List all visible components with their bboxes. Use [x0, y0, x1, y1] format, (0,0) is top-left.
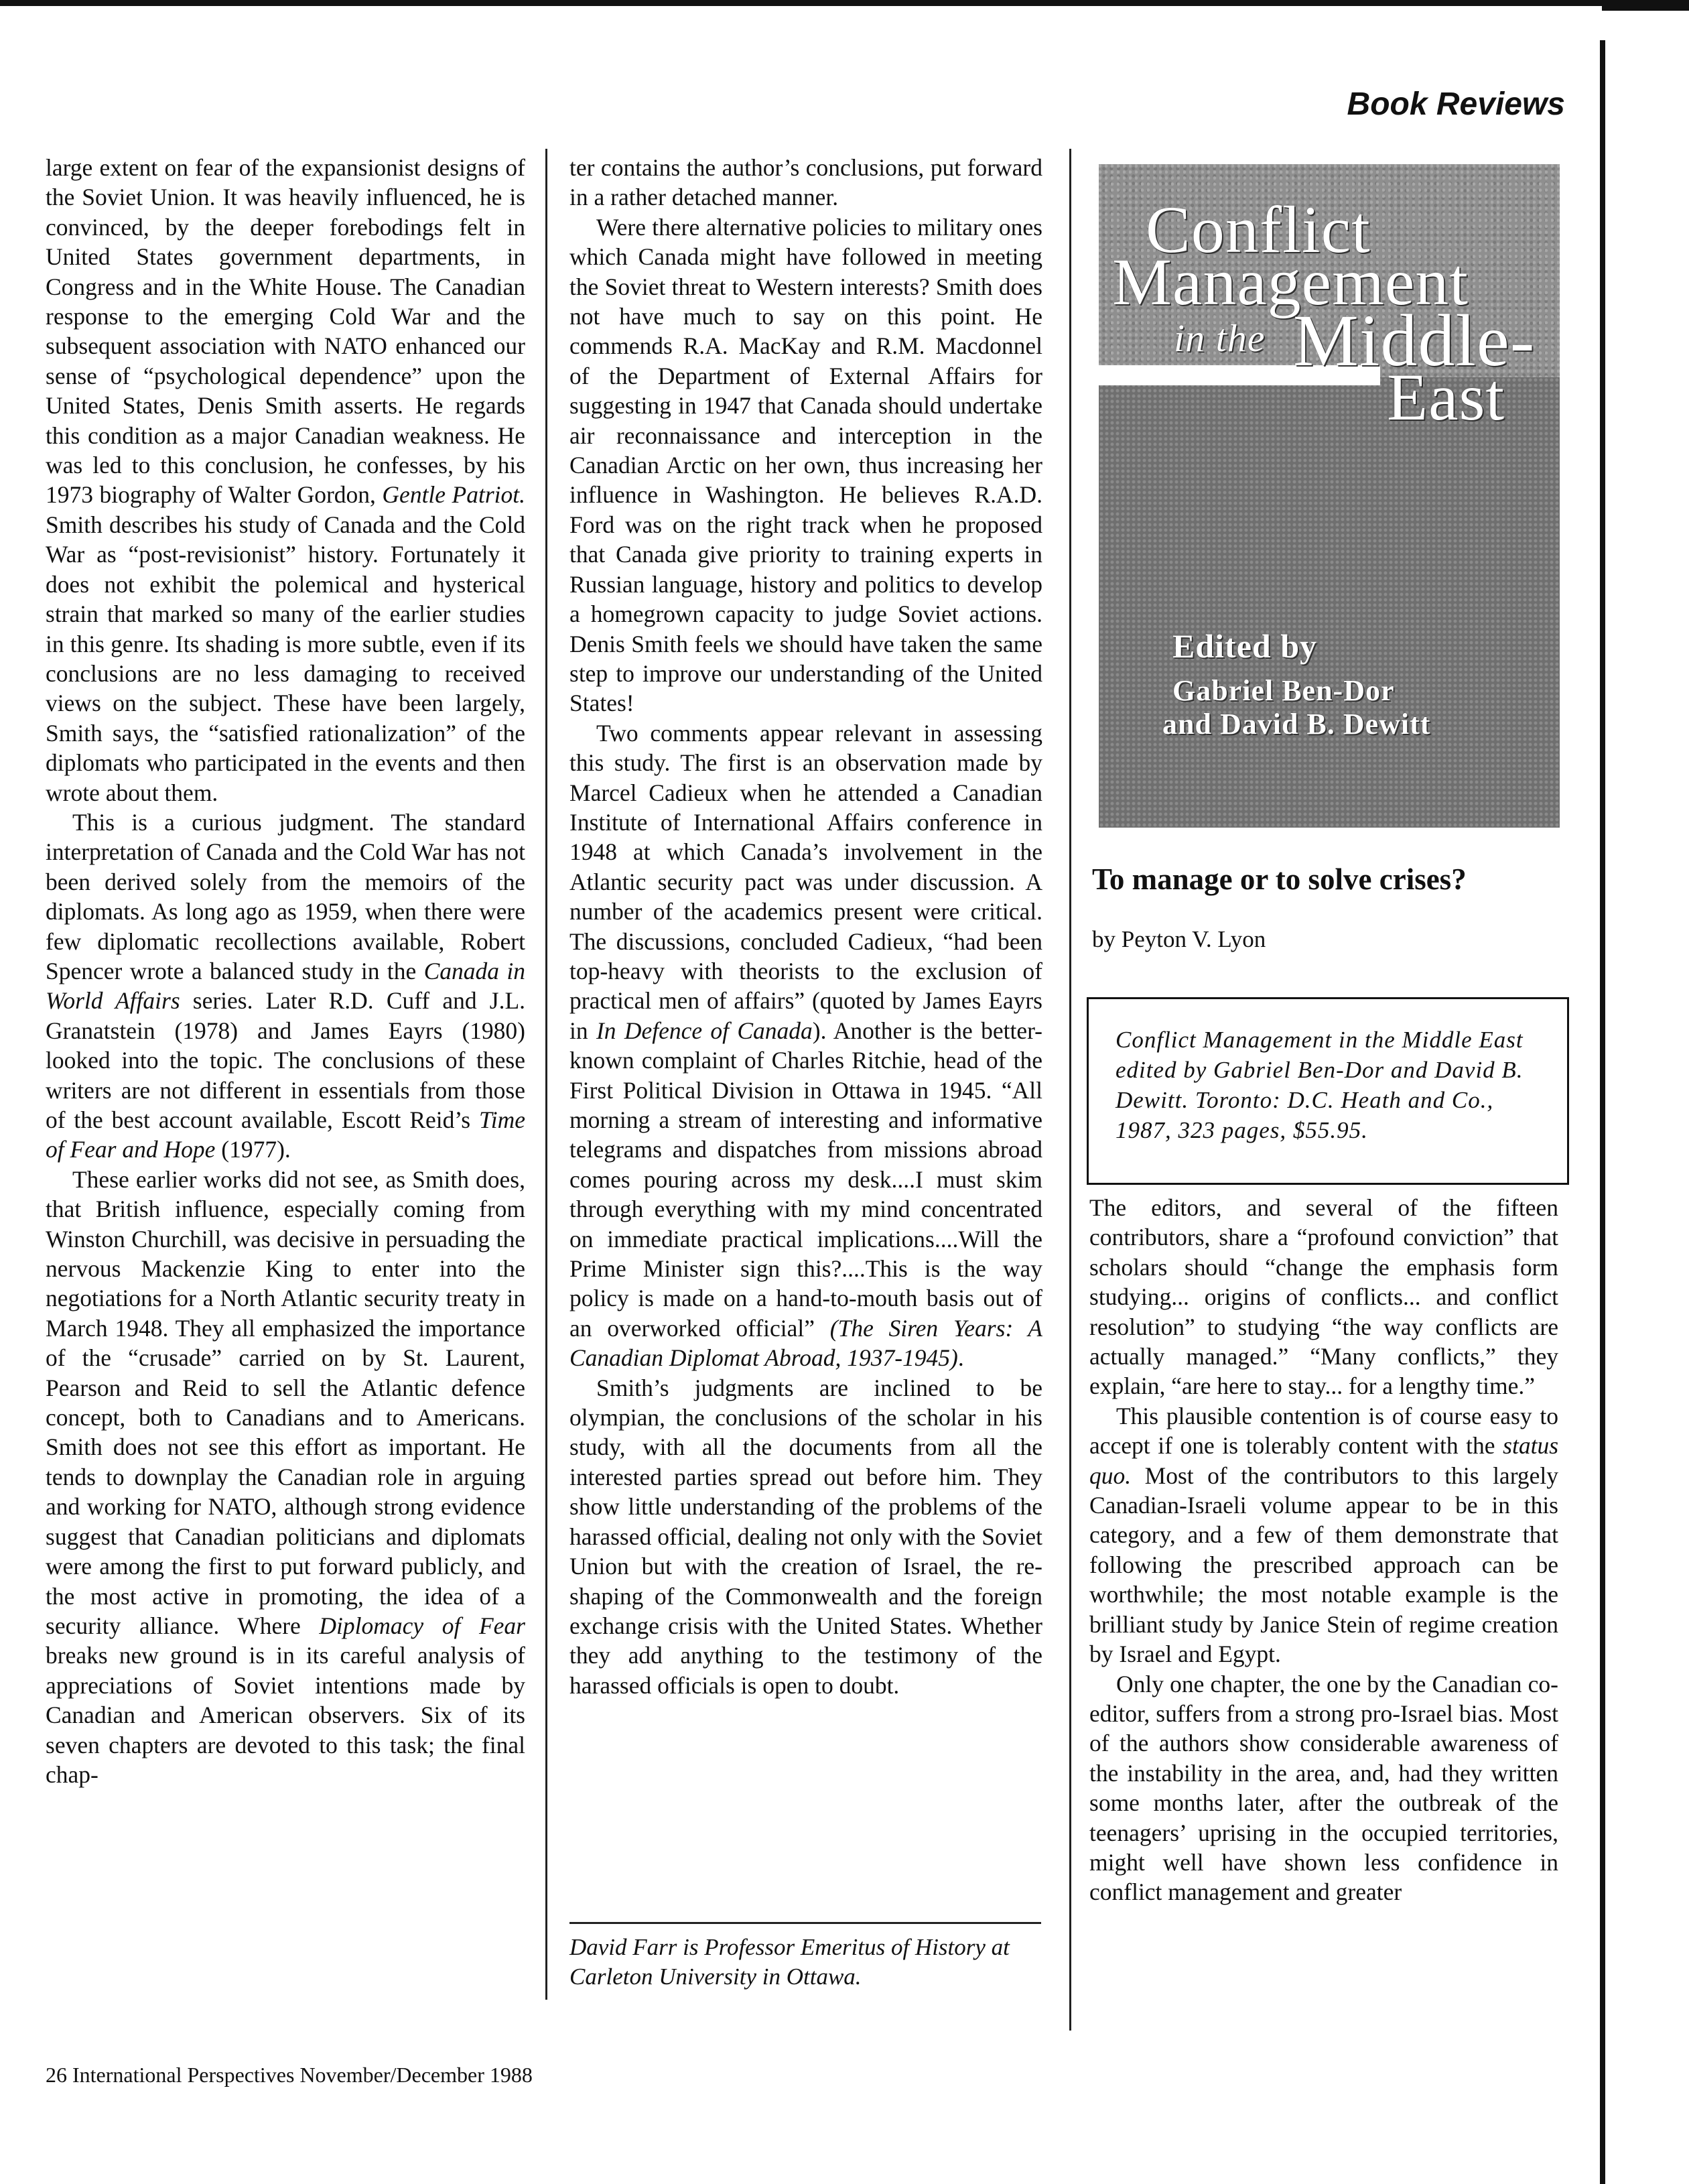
cover-panel [1099, 377, 1560, 828]
cover-title-line: Conflict [1146, 192, 1371, 267]
review-title: To manage or to solve crises? [1092, 862, 1467, 896]
paragraph: This is a curious judgment. The standard interpretation of Canada and the Cold War has not been derived solely from the memoirs of the diplomats. As long ago as 1959, when there were few diplomatic recollections available, Robert Spencer wrote a balanced study in the Canada in World Affairs series. Later R.D. Cuff and J.L. Granatstein (1978) and James Eayrs (1980) looked into the topic. The conclusions of these writers are not different in essentials from those of the best account available, Escott Reid’s Time of Fear and Hope (1977). [46, 808, 526, 1163]
paragraph: large extent on fear of the expansionist designs of the Soviet Union. It was heavily influenced, he is convinced, by the deeper forebodings felt in United States government departments, in Congress and in the White House. The Canadian response to the emerging Cold War and the subsequent association with NATO enhanced our sense of “psychological dependence” upon the United States, Denis Smith asserts. He regards this condition as a major Canadian weakness. He was led to this conclusion, he confesses, by his 1973 biography of Walter Gordon, Gentle Patriot. Smith describes his study of Canada and the Cold War as “post-revisionist” history. Fortunately it does not exhibit the polemical and hysterical strain that marked so many of the earlier studies in this genre. Its shading is more subtle, even if its conclusions are no less damaging to received views on the subject. These have been largely, Smith says, the “satisfied rationalization” of the diplomats who participated in the events and then wrote about them. [46, 154, 526, 806]
book-info: Conflict Management in the Middle East edited by Gabriel Ben-Dor and David B. Dewitt. Toronto: D.C. Heath and Co., 1987, 323 pages, $55.95. [1116, 1027, 1524, 1143]
top-rule [0, 0, 1689, 6]
page-edge-rule [1600, 40, 1605, 2184]
cover-title-line: Management [1112, 245, 1469, 319]
cover-title-line: East [1387, 360, 1505, 434]
page-footer: 26 International Perspectives November/December 1988 [46, 2063, 533, 2087]
paragraph: Two comments appear relevant in assessing this study. The first is an observation made by Marcel Cadieux when he attended a Canadian Institute of International Affairs conference in 1948 at which Canada’s involvement in the Atlantic security pact was under discussion. A number of the academics present were critical. The discussions, concluded Cadieux, “had been top-heavy with theorists to the exclusion of practical men of affairs” (quoted by James Eayrs in In Defence of Canada). Another is the better-known complaint of Charles Ritchie, head of the First Political Division in Ottawa in 1945. “All morning a stream of interesting and informative telegrams and dispatches from missions abroad comes pouring across my desk....I must skim through everything with my mind concentrated on immediate practical implications....Will the Prime Minister sign this?....This is the way policy is made on a hand-to-mouth basis out of an overworked official” (The Siren Years: A Canadian Diplomat Abroad, 1937-1945). [569, 719, 1043, 1372]
cover-title-line: in the [1174, 316, 1266, 360]
section-title: Book Reviews [1347, 86, 1565, 122]
cover-editor: and David B. Dewitt [1162, 708, 1431, 741]
paragraph: The editors, and several of the fifteen contributors, share a “profound conviction” that scholars should “change the emphasis form studying... origins of conflicts... and conflict resolution” to studying “the way conflicts are actually managed.” “Many conflicts,” they explain, “are here to stay... for a lengthy time.” [1089, 1194, 1558, 1400]
column-1 [46, 153, 525, 1789]
paragraph: Were there alternative policies to military ones which Canada might have followed in meeting the Soviet threat to Western interests? Smith does not have much to say on this point. He commends R.A. MacKay and R.M. Macdonnel of the Department of External Affairs for suggesting in 1947 that Canada should undertake air reconnaissance and interception in the Canadian Arctic on her own, thus increasing her influence in Washington. He believes R.A.D. Ford was on the right track when he proposed that Canada give priority to training experts in Russian language, history and politics to develop a homegrown capacity to judge Soviet actions. Denis Smith feels we should have taken the same step to improve our understanding of the United States! [569, 213, 1042, 717]
column-2 [569, 153, 1042, 1700]
paragraph: These earlier works did not see, as Smith does, that British influence, especially coming from Winston Churchill, was decisive in persuading the nervous Mackenzie King to enter into the negotiations for a North Atlantic security treaty in March 1948. They all emphasized the importance of the “crusade” carried on by St. Laurent, Pearson and Reid to sell the Atlantic defence concept, both to Canadians and to Americans. Smith does not see this effort as important. He tends to downplay the Canadian role in arguing and working for NATO, although strong evidence suggest that Canadian politicians and diplomats were among the first to put forward publicly, and the most active in promoting, the idea of a security alliance. Where Diplomacy of Fear breaks new ground is in its careful analysis of appreciations of Soviet intentions made by Canadian and American observers. Six of its seven chapters are devoted to this task; the final chap- [46, 1165, 525, 1788]
paragraph: Only one chapter, the one by the Canadian co-editor, suffers from a strong pro-Israel bias. Most of the authors show considerable awareness of the instability in the area, and, had they written some months later, after the outbreak of the teenagers’ uprising in the occupied territories, might well have shown less confidence in conflict management and greater [1089, 1670, 1558, 1906]
book-cover-image [1099, 164, 1560, 828]
cover-editor: Gabriel Ben-Dor [1172, 674, 1395, 707]
paragraph: Smith’s judgments are inclined to be olympian, the conclusions of the scholar in his study, with all the documents from all the interested parties spread out before him. They show little understanding of the problems of the harassed official, dealing not only with the Soviet Union but with the creation of Israel, the re-shaping of the Commonwealth and the foreign exchange crisis with the United States. Whether they add anything to the testimony of the harassed officials is open to doubt. [569, 1374, 1042, 1699]
column-divider-1 [545, 149, 547, 2000]
column-divider-2 [1069, 149, 1071, 2031]
review-byline: by Peyton V. Lyon [1092, 926, 1266, 952]
top-rule-mark [1602, 0, 1689, 11]
author-note-rule [569, 1922, 1041, 1924]
paragraph: ter contains the author’s conclusions, put forward in a rather detached manner. [569, 154, 1042, 211]
cover-edited-by: Edited by [1172, 627, 1318, 665]
author-note: David Farr is Professor Emeritus of History at Carleton University in Ottawa. [569, 1934, 1010, 1990]
column-3 [1089, 1193, 1558, 1907]
book-info-box [1087, 997, 1569, 1185]
cover-title-line: Middle- [1293, 300, 1536, 381]
paragraph: This plausible contention is of course easy to accept if one is tolerably content with the status quo. Most of the contributors to this largely Canadian-Israeli volume appear to be in this category, and a few of them demonstrate that following the prescribed approach can be worthwhile; the most notable example is the brilliant study by Janice Stein of regime creation by Israel and Egypt. [1089, 1402, 1559, 1668]
